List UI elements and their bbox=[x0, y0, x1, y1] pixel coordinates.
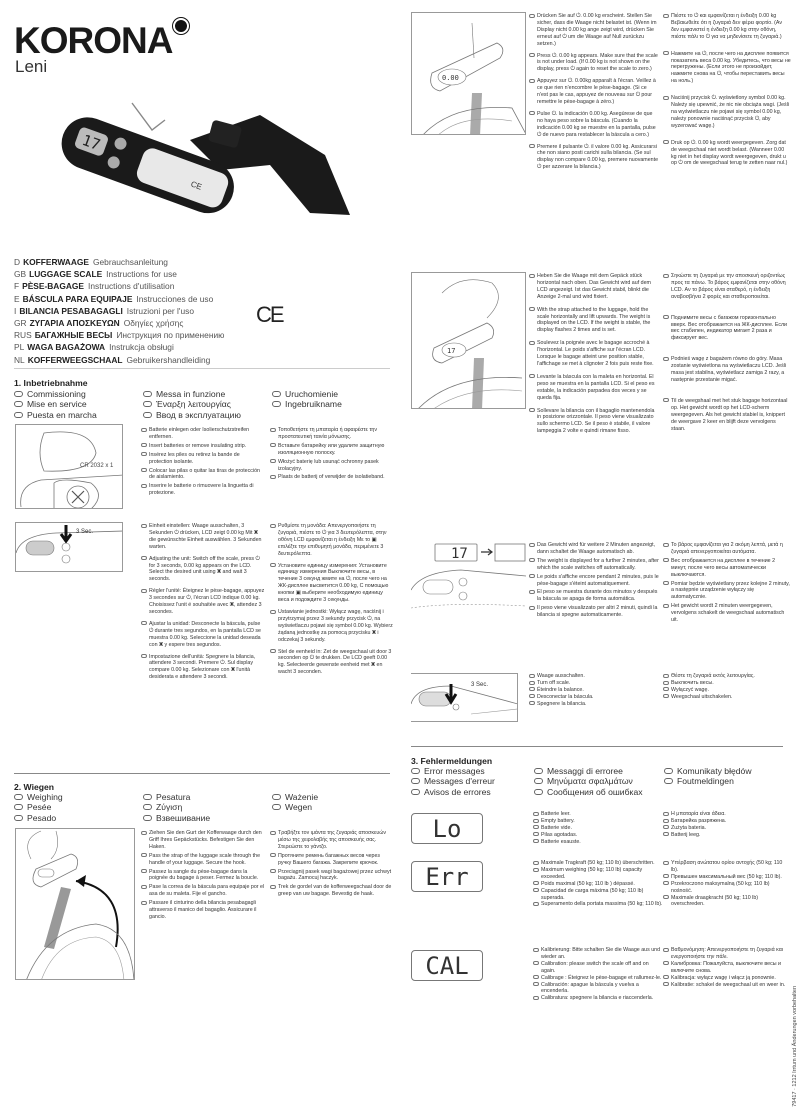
strap-text-b: Τραβήξτε τον ιμάντα της ζυγαριάς αποσκευών μέσω της χειρολαβής της αποσκευής σας. Στερεώστε το γάντζο. Протяните ремень багажных весов через ручку Вашего багажа. Закрепите крючок. Przeciągnij pasek wagi bagażowej przez uchwyt bagażu. Zamocuj haczyk. Trek de gordel van de kofferweegschaal door de greep van uw bagage. Bevestig de haak. bbox=[270, 830, 394, 900]
section1-langs-col3: Uruchomienie Ingebruikname bbox=[272, 389, 392, 410]
power-on-figure bbox=[411, 12, 526, 135]
battery-text-b: Τοποθετήστε τη μπαταρία ή αφαιρέστε την προστατευτική ταινία μόνωσης. Вставьте батарейку или удалите защитную изоляционную полоску. Włożyć baterię lub usunąć ochronny pasek izolacyjny. Plaats de batterij of verwijder de isolatieband. bbox=[270, 427, 392, 483]
flag-rus-icon bbox=[143, 412, 152, 418]
divider bbox=[14, 773, 390, 774]
ce-mark-icon: CE bbox=[256, 302, 283, 327]
error-cal-text-a: Kalibrierung: Bitte schalten Sie die Waage aus und wieder an. Calibration: please switch the scale off and on again. Calibrage : Éteignez le pèse-bagage et rallumez-le. Calibración: apague la báscula y vuelva a encenderla. Calibratura: spegnere la bilancia e riaccenderla. bbox=[533, 947, 663, 1002]
section2-title: 2. Wiegen bbox=[14, 782, 55, 792]
lang-row-e: E BÁSCULA PARA EQUIPAJE Instrucciones de uso bbox=[14, 293, 214, 304]
svg-text:17: 17 bbox=[447, 347, 456, 355]
battery-label: CR 2032 x 1 bbox=[80, 463, 114, 469]
lift-text-a: Heben Sie die Waage mit dem Gepäck stück horizontal nach oben. Das Gewicht wird auf dem LCD angezeigt. Ist das Gewicht stabil, blinkt die Anzeige 2-mal und wird fixiert. With the strap attached to the luggage, hold the scale horizontally and lift upwards. The weight is displayed on the LCD. If the weight is stable, the display flashes 2 times and is set. Soulevez la poignée avec le bagage accroché à l'horizontal. Le poids s'affiche sur l'écran LCD. Lorsque le bagage atteint une position stable, l'affichage se met à clignoter 2 fois puis reste fixe. Levante la báscula con la maleta en horizontal. El peso se muestra en la pantalla LCD. Si el peso es estable, la indicación parpadea dos veces y se queda fija. Sollevare la bilancia con il bagaglio mantenendola in posizione orizzontale. Il peso viene visualizzato sullo schermo LCD. Se il peso è stabile, il valore lampeggia 2 volte e quindi rimane fisso. bbox=[529, 273, 659, 437]
flag-i-icon bbox=[143, 391, 152, 397]
svg-text:CE: CE bbox=[189, 179, 204, 192]
lang-row-pl: PL WAGA BAGAŻOWA Instrukcja obsługi bbox=[14, 342, 174, 353]
divider bbox=[411, 746, 783, 747]
language-list bbox=[14, 256, 224, 366]
lang-row-gr: GR ΖΥΓΑΡΙΑ ΑΠΟΣΚΕΥΩΝ Οδηγίες χρήσης bbox=[14, 318, 184, 329]
strap-figure bbox=[15, 828, 135, 980]
flag-gb-icon bbox=[14, 391, 23, 397]
model-name: Leni bbox=[15, 57, 48, 76]
lift-text-b: Σηκώστε τη ζυγαριά με την αποσκευή οριζοντίως προς τα πάνω. Το βάρος εμφανίζεται στην οθόνη LCD. Αν το βάρος είναι σταθερό, η ένδειξη αναβοσβήνει 2 φορές και σταθεροποιείται. Поднимите весы с багажом горизонтально вверх. Вес отображается на ЖК-дисплее. Если вес стабилен, индикатор мигает 2 раза и фиксирует вес. Podnieś wagę z bagażem równo do góry. Masa zostanie wyświetlona na wyświetlaczu LCD. Jeśli masa jest stabilna, wyświetlacz zamiga 2 razy, a następnie przestanie migać. Til de weegshaal met het stuk bagage horizontaal op. Het gewicht wordt op het LCD-scherm weergegeven. Als het gewicht stabiel is, knippert de weergave 2 keer en blijft deze vervolgens staan. bbox=[663, 273, 791, 434]
strap-text-a: Ziehen Sie den Gurt der Kofferwaage durch den Griff Ihres Gepäckstücks. Befestigen Sie den Haken. Pass the strap of the luggage scale through the handle of your luggage. Secure the hook. Passez la sangle du pèse-bagage dans la poignée du bagage à peser. Fermez la boucle. Pase la correa de la báscula para equipaje por el asa de su maleta. Fije el gancho. Passare il cinturino della bilancia pesabagagli attraverso il manico del bagaglio. Assicurare il gancio. bbox=[141, 830, 265, 923]
section2-langs-col1: Weighing Pesée Pesado bbox=[14, 792, 134, 823]
divider bbox=[14, 368, 390, 369]
flag-nl-icon bbox=[272, 401, 281, 407]
error-lo-text-b: Η μπαταρία είναι άδεια. Батарейка разряжена. Zużyta bateria. Batterij leeg. bbox=[663, 811, 791, 839]
section2-langs-col2: Pesatura Ζύγιση Взвешивание bbox=[143, 792, 268, 823]
flag-f-icon bbox=[14, 401, 23, 407]
section3-title: 3. Fehlermeldungen bbox=[411, 756, 493, 766]
flag-e-icon bbox=[14, 412, 23, 418]
svg-text:17: 17 bbox=[79, 130, 103, 155]
section1-langs-col2: Messa in funzione Έναρξη λειτουργίας Ввод в эксплуатацию bbox=[143, 389, 268, 420]
power-off-text-b: Θέστε τη ζυγαριά εκτός λειτουργίας. Выключить весы. Wyłączyć wagę. Weegschaal uitschakelen. bbox=[663, 673, 791, 701]
lang-row-gb: GB LUGGAGE SCALE Instructions for use bbox=[14, 269, 177, 280]
power-off-figure: 3 Sec. bbox=[411, 673, 518, 722]
auto-off-text-a: Das Gewicht wird für weitere 2 Minuten angezeigt, dann schaltet die Waage automatisch ab. The weight is displayed for a further 2 minutes, after which the scale switches off automatically. Le poids s'affiche encore pendant 2 minutes, puis le pèse-bagage s'éteint automatiquement. El peso se muestra durante dos minutos y después la báscula se apaga de forma automática. Il peso viene visualizzato per altri 2 minuti, quindi la bilancia si spegne automaticamente. bbox=[529, 542, 659, 621]
battery-figure bbox=[15, 424, 123, 509]
power-on-text-b: Πιέστε το ⏻ και εμφανίζεται η ένδειξη 0.00 kg Βεβαιωθείτε ότι η ζυγαριά δεν φέρει φορτίο. (Αν δεν εμφανιστεί η ένδειξη 0.00 kg στην οθόνη, πιέστε πάλι το ⏻ για να μηδενίσετε τη ζυγαριά.) Нажмите на ⏻, после чего на дисплее появится показатель веса 0.00 kg. Убедитесь, что весы не перегружены. (Если этого не произойдет, нажмите снова на ⏻, чтобы переставить весы на ноль.) Naciśnij przycisk ⏻. wyświetlony symbol 0.00 kg. Należy się upewnić, że nic nie obciąża wagi. (Jeśli na wyświetlaczu nie pojawi się symbol 0.00 kg, należy ponownie naciśnąć przycisk ⏻, aby wyzerować wagę.) Druk op ⏻. 0.00 kg wordt weergegeven. Zorg dat de weegschaal niet wordt belast. (Wanneer 0.00 kg niet in het display wordt weergegeven, drukt u op ⏻ om de weegschaal terug te zetten naar nul.) bbox=[663, 13, 791, 169]
section3-langs-col1: Error messages Messages d'erreur Avisos de errores bbox=[411, 766, 536, 797]
battery-text-a: Batterie einlegen oder Isolierschutzstreifen entfernen. Insert batteries or remove insulating strip. Insérez les piles ou retirez la bande de protection isolante. Colocar las pilas o quitar las tiras de protección de aislamiento. Inserire le batterie o rimuovere la linguetta di protezione. bbox=[141, 427, 261, 499]
unit-text-a: Einheit einstellen: Waage ausschalten, 3 Sekunden ⏻ drücken, LCD zeigt 0.00 kg Mit ▣ die gewünschte Einheit auswählen. 3 Sekunden warten. Adjusting the unit: Switch off the scale, press ⏻ for 3 seconds, 0.00 kg appears on the LCD. Select the desired unit using ▣ and wait 3 seconds. Régler l'unité: Éteignez le pèse-bagage, appuyez 3 secondes sur ⏻, l'écran LCD indique 0.00 kg. Choisissez l'unit é souhaitée avec ▣, attendez 3 secondes. Ajustar la unidad: Desconecte la báscula, pulse ⏻ durante tres segundos, en la pantalla LCD se muestra 0.00 kg. Seleccione la unidad deseada con ▣ y espere tres segundos. Impostazione dell'unità: Spegnere la bilancia, attendere 3 secondi. Premere ⏻. Sul display compare 0.00 kg. Selezionare con ▣ l'unità desiderata e attendere 3 secondi. bbox=[141, 523, 265, 683]
lift-figure bbox=[411, 272, 526, 409]
error-lo-text-a: Batterie leer. Empty battery. Batterie vide. Pilas agotadas. Batterie esauste. bbox=[533, 811, 663, 846]
lang-row-f: F PÈSE-BAGAGE Instructions d'utilisation bbox=[14, 281, 175, 292]
lang-row-i: I BILANCIA PESABAGAGLI Istruzioni per l'uso bbox=[14, 305, 195, 316]
brand-logo: KORONA bbox=[14, 20, 189, 62]
section2-langs-col3: Ważenie Wegen bbox=[272, 792, 392, 813]
svg-text:17: 17 bbox=[451, 546, 468, 562]
svg-text:0.00: 0.00 bbox=[442, 74, 459, 82]
product-photo bbox=[50, 95, 355, 215]
lang-row-rus: RUS БАГАЖНЫЕ ВЕСЫ Инструкция по применению bbox=[14, 330, 225, 341]
section1-langs-col1: Commissioning Mise en service Puesta en marcha bbox=[14, 389, 134, 420]
power-on-text-a: Drücken Sie auf ⏻. 0.00 kg erscheint. Stellen Sie sicher, dass die Waage nicht belastet ist. (Wenn im Display nicht 0.00 kg ange zeigt wird, drücken Sie erneut auf ⏻ um die Waage auf Null zurückzu setzen.) Press ⏻. 0.00 kg appears. Make sure that the scale is not under load. (If 0.00 kg is not shown on the display, press ⏻ again to reset the scale to zero.) Appuyez sur ⏻. 0.00kg apparaît à l'écran. Veillez à ce que rien n'encombre le pèse-bagage. (Si ce n'est pas le cas, appuyez de nouveau sur ⏻ pour remettre le pèse-bagage à zéro.) Pulse ⏻. la indicación 0.00 kg. Asegúrese de que no haya peso sobre la báscula. (Cuando la indicación 0.00 kg se muestre en la pantalla, pulse ⏻ de nuevo para restablecer la báscula a cero.) Premere il pulsante ⏻. il valore 0.00 kg. Assicurarsi che non siano posti carichi sulla bilancia. (Se sul display non compare 0.00 kg, premere nuovamente ⏻ per azzerare la bilancia.) bbox=[529, 13, 659, 173]
lang-row-d: D KOFFERWAAGE Gebrauchsanleitung bbox=[14, 257, 168, 267]
auto-off-figure bbox=[411, 540, 526, 618]
lcd-error-lo: Lo bbox=[411, 813, 483, 844]
error-err-text-a: Maximale Tragkraft (50 kg; 110 lb) überschritten. Maximum weighing (50 kg; 110 lb) capacity exceeded. Poids maximal (50 kg; 110 lb ) dépassé. Capacidad de carga máxima (50 kg; 110 lb) superada. Superamento della portata massima (50 kg; 110 lb). bbox=[533, 860, 663, 908]
unit-setting-figure: 3 Sec. bbox=[15, 522, 123, 572]
brand-dot-icon bbox=[173, 18, 189, 34]
lcd-error-err: Err bbox=[411, 861, 483, 892]
flag-gr-icon bbox=[143, 401, 152, 407]
section1-title: 1. Inbetriebnahme bbox=[14, 378, 88, 388]
lang-row-nl: NL KOFFERWEEGSCHAAL Gebruikershandleiding bbox=[14, 354, 211, 365]
error-cal-text-b: Βαθμονόμηση: Απενεργοποιήστε τη ζυγαριά και ενεργοποιήστε την πάλι. Калибровка: Пожалуйста, выключите весы и включите снова. Kalibracja: wyłącz wagę i włącz ją ponownie. Kalibratie: schakel de weegschaal uit en weer in. bbox=[663, 947, 791, 988]
flag-pl-icon bbox=[272, 391, 281, 397]
section3-langs-col3: Komunikaty błędów Foutmeldingen bbox=[664, 766, 794, 787]
section3-langs-col2: Messaggi di erroree Μηνύματα σφαλμάτων Сообщения об ошибках bbox=[534, 766, 664, 797]
error-err-text-b: Υπέρβαση ανώτατου ορίου αντοχής (50 kg; 110 lb). Превышен максимальный вес (50 kg; 110 lb). Przekroczono maksymalną (50 kg; 110 lb) nośność. Maximale draagkracht (50 kg; 110 lb) overschreden. bbox=[663, 860, 791, 908]
power-off-text-a: Waage ausschalten. Turn off scale. Éteindre la balance. Desconectar la báscula. Spegnere la bilancia. bbox=[529, 673, 659, 708]
auto-off-text-b: Το βάρος εμφανίζεται για 2 ακόμη λεπτά, μετά η ζυγαριά απενεργοποιείται αυτόματα. Вес отображается на дисплее в течение 2 минут, после чего весы автоматически выключаются. Pomiar będzie wyświetlany przez kolejne 2 minuty, a następnie urządzenie wyłączy się automatycznie. Het gewicht wordt 2 minuten weergegeven, vervolgens schakelt de weegschaal automatisch uit. bbox=[663, 542, 791, 626]
unit-text-b: Ρυθμίστε τη μονάδα: Απενεργοποιήστε τη ζυγαριά, πιέστε το ⏻ για 3 δευτερόλεπτα, στην οθόνη LCD εμφανίζεται η ένδειξη Με το ▣ επιλέξτε την επιθυμητή μονάδα, περιμένετε 3 δευτερόλεπτα. Установите единицу измерения: Установите единицу измерения Выключите весы, в течение 3 секунд жмите на ⏻, после чего на ЖК-дисплее высветится 0.00 kg, С помощью кнопки ▣ выберите необходимую единицу веса и подождите 3 секунды. Ustawianie jednostki: Wyłącz wagę, naciśnij i przytrzymaj przez 3 sekundy przycisk ⏻, na wyświetlaczu pojawi się symbol 0.00 kg. Wybierz żądaną jednostkę za pomocą przycisku ▣ i odczekaj 3 sekundy. Stel de eenheid in: Zet de weegschaal uit door 3 seconden op ⏻ te drukken. De LCD geeft 0.00 kg. Selecteerde gewenste eenheid met ▣ en wacht 3 seconden. bbox=[270, 523, 394, 678]
lcd-error-cal: CAL bbox=[411, 950, 483, 981]
footer-side-note: 79417 · 1212 Irrtum und Änderungen vorbehalten bbox=[792, 986, 798, 1107]
